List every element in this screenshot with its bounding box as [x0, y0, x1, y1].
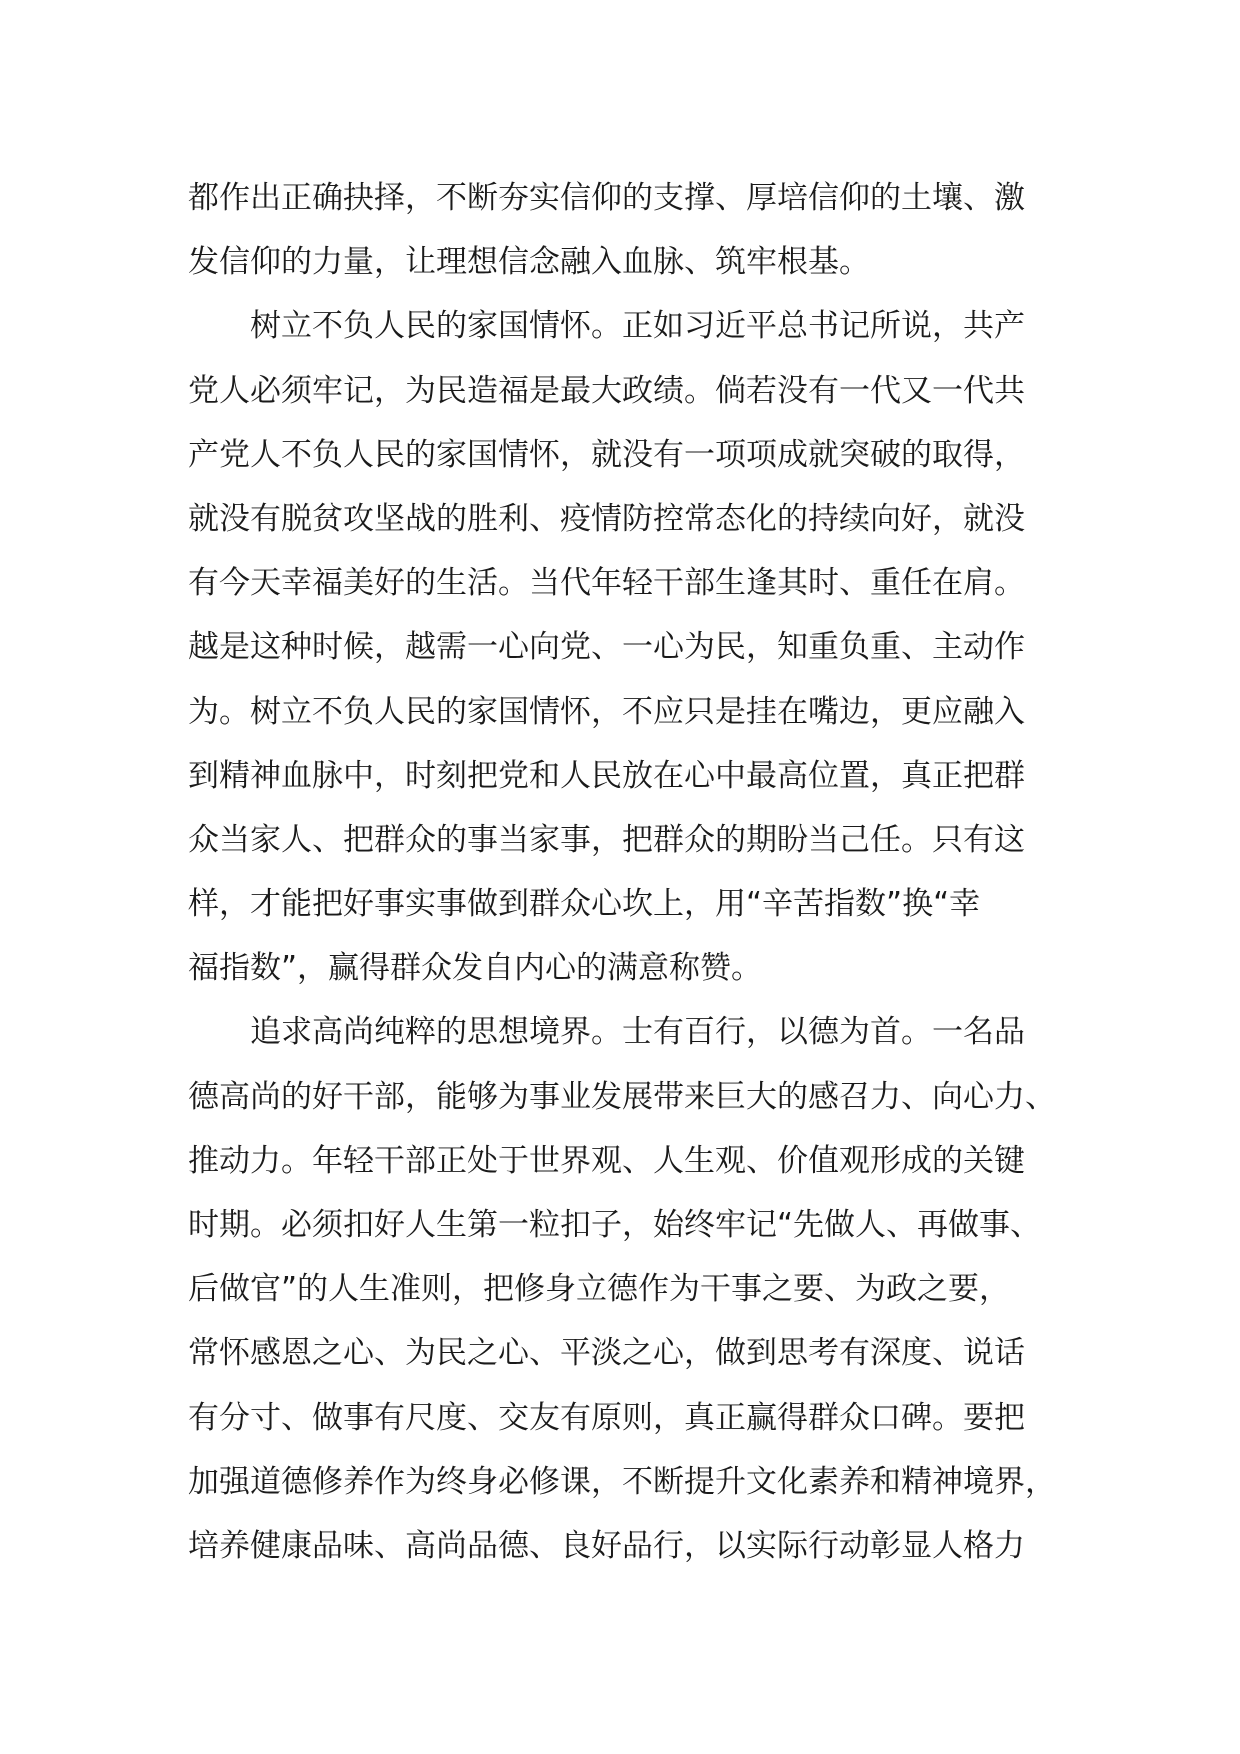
paragraph-first-line: 追求高尚纯粹的思想境界。士有百行，以德为首。一名品 [250, 1014, 1025, 1051]
text-line: 众当家人、把群众的事当家事，把群众的期盼当己任。只有这 [188, 821, 1025, 858]
text-line: 时期。必须扣好人生第一粒扣子，始终牢记“先做人、再做事、 [188, 1207, 1042, 1243]
text-line: 为。树立不负人民的家国情怀，不应只是挂在嘴边，更应融入 [188, 693, 1025, 730]
text-line: 产党人不负人民的家国情怀，就没有一项项成就突破的取得， [188, 436, 1025, 473]
text-line: 都作出正确抉择，不断夯实信仰的支撑、厚培信仰的土壤、激 [188, 180, 1025, 216]
text-line: 有分寸、做事有尺度、交友有原则，真正赢得群众口碑。要把 [188, 1399, 1025, 1436]
text-line: 有今天幸福美好的生活。当代年轻干部生逢其时、重任在肩。 [188, 565, 1025, 602]
text-line: 推动力。年轻干部正处于世界观、人生观、价值观形成的关键 [188, 1142, 1025, 1179]
text-line: 福指数”，赢得群众发自内心的满意称赞。 [188, 950, 763, 987]
text-line: 样，才能把好事实事做到群众心坎上，用“辛苦指数”换“幸 [188, 886, 981, 923]
text-line: 到精神血脉中，时刻把党和人民放在心中最高位置，真正把群 [188, 757, 1025, 794]
paragraph-first-line: 树立不负人民的家国情怀。正如习近平总书记所说，共产 [250, 308, 1025, 345]
text-line: 德高尚的好干部，能够为事业发展带来巨大的感召力、向心力、 [188, 1078, 1056, 1115]
text-line: 培养健康品味、高尚品德、良好品行，以实际行动彰显人格力 [188, 1527, 1025, 1564]
text-line: 常怀感恩之心、为民之心、平淡之心，做到思考有深度、说话 [188, 1335, 1025, 1372]
text-line: 就没有脱贫攻坚战的胜利、疫情防控常态化的持续向好，就没 [188, 500, 1025, 537]
text-line: 加强道德修养作为终身必修课，不断提升文化素养和精神境界， [188, 1463, 1056, 1500]
text-line: 后做官”的人生准则，把修身立德作为干事之要、为政之要， [188, 1271, 1011, 1308]
text-line: 发信仰的力量，让理想信念融入血脉、筑牢根基。 [188, 244, 870, 281]
text-line: 党人必须牢记，为民造福是最大政绩。倘若没有一代又一代共 [188, 372, 1025, 409]
body-text [188, 166, 1068, 1578]
text-line: 越是这种时候，越需一心向党、一心为民，知重负重、主动作 [188, 629, 1025, 666]
